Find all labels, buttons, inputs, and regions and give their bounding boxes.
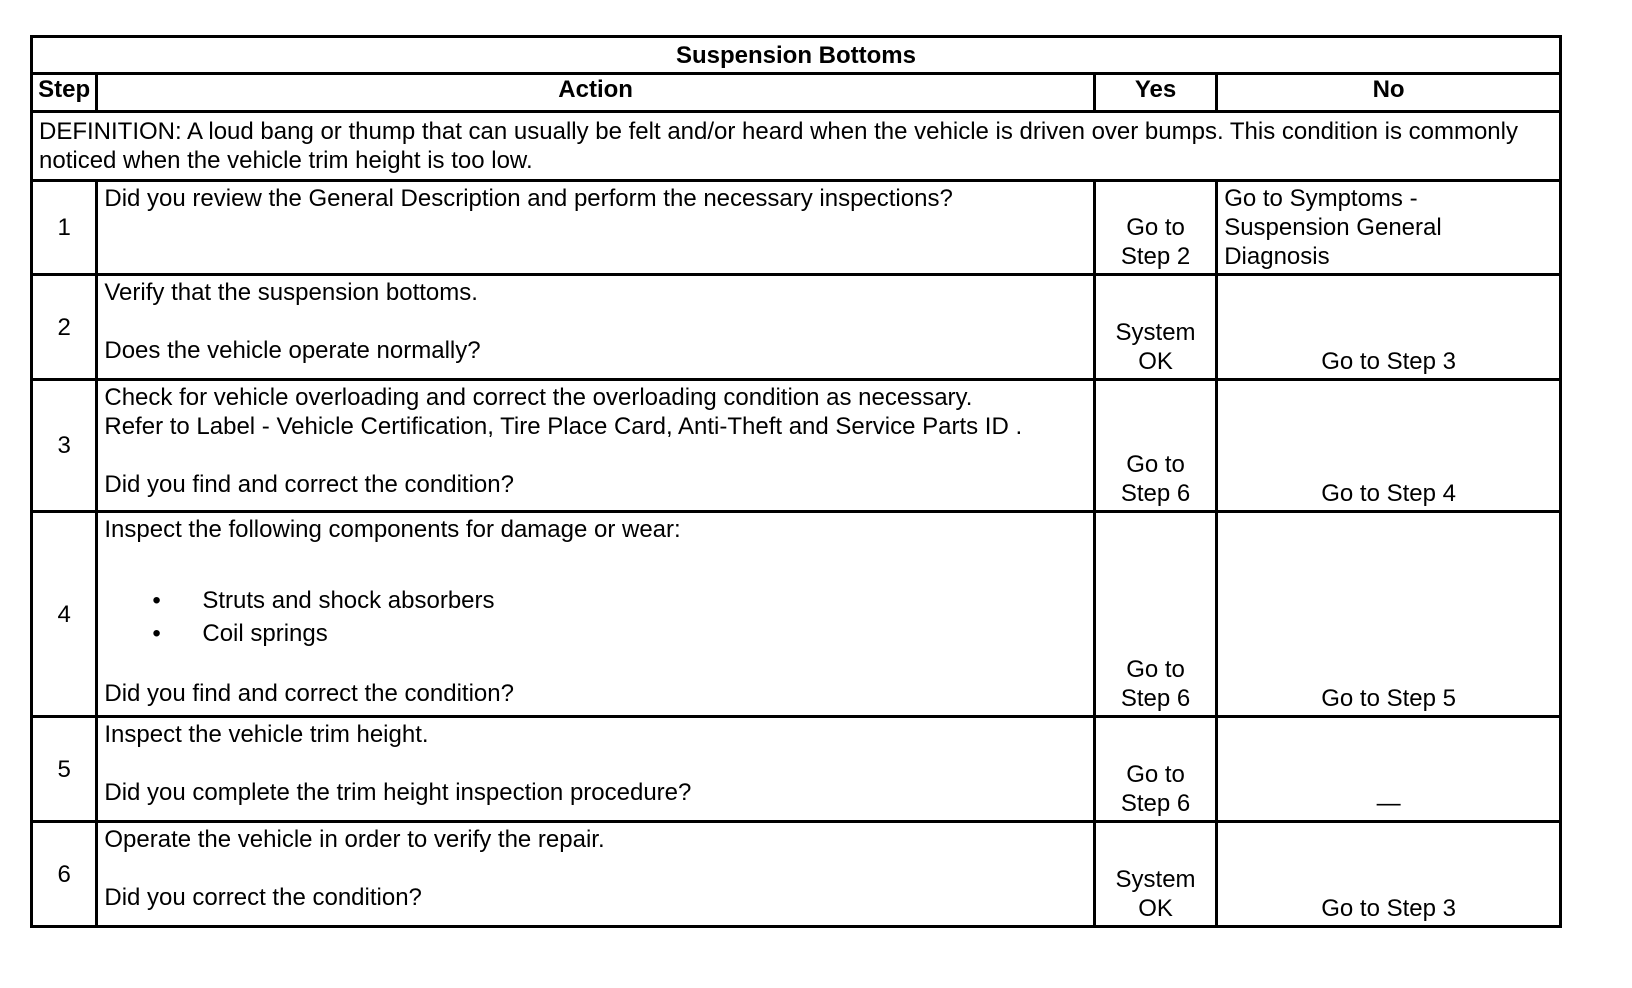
header-step: Step	[32, 74, 97, 112]
action-question: Did you find and correct the condition?	[104, 680, 514, 707]
list-item: • Coil springs	[104, 617, 1087, 650]
action-question: Did you find and correct the condition?	[104, 471, 514, 498]
yes-line: Go to	[1126, 656, 1185, 683]
yes-line: Go to	[1126, 451, 1185, 478]
step-number: 1	[32, 181, 97, 275]
no-cell	[1217, 717, 1561, 822]
header-yes: Yes	[1094, 74, 1216, 112]
yes-line: System	[1115, 319, 1196, 346]
component-list	[104, 584, 1087, 650]
spacer	[104, 854, 1087, 883]
title-row	[32, 37, 1561, 74]
action-instruction: Inspect the following components for damage or wear:	[104, 516, 681, 543]
table-title: Suspension Bottoms	[32, 37, 1561, 74]
definition-row	[32, 112, 1561, 181]
no-line: Diagnosis	[1224, 243, 1330, 270]
step-number: 2	[32, 275, 97, 380]
action-cell	[97, 380, 1095, 512]
table-row	[32, 822, 1561, 927]
no-line: Suspension General	[1224, 214, 1442, 241]
yes-cell	[1094, 380, 1216, 512]
table-row	[32, 512, 1561, 717]
yes-line: Go to	[1126, 214, 1185, 241]
no-line: Go to Symptoms -	[1224, 185, 1418, 212]
action-question: Does the vehicle operate normally?	[104, 337, 481, 364]
action-question: Did you complete the trim height inspection procedure?	[104, 779, 692, 806]
no-cell	[1217, 512, 1561, 717]
action-cell	[97, 512, 1095, 717]
no-cell	[1217, 275, 1561, 380]
no-line: —	[1376, 790, 1401, 817]
yes-cell	[1094, 512, 1216, 717]
header-no: No	[1217, 74, 1561, 112]
action-question: Did you correct the condition?	[104, 884, 422, 911]
action-cell	[97, 717, 1095, 822]
step-number: 4	[32, 512, 97, 717]
no-line: Go to Step 3	[1321, 348, 1456, 375]
yes-cell	[1094, 181, 1216, 275]
action-cell	[97, 275, 1095, 380]
list-item: • Struts and shock absorbers	[104, 584, 1087, 617]
action-instruction: Operate the vehicle in order to verify the repair.	[104, 826, 605, 853]
step-number: 6	[32, 822, 97, 927]
yes-cell	[1094, 717, 1216, 822]
yes-line: OK	[1138, 895, 1173, 922]
action-instruction: Check for vehicle overloading and correct the overloading condition as necessary.	[104, 384, 973, 411]
spacer	[104, 307, 1087, 336]
table-row	[32, 717, 1561, 822]
table-row	[32, 181, 1561, 275]
action-cell	[97, 181, 1095, 275]
no-cell	[1217, 181, 1561, 275]
no-line: Go to Step 3	[1321, 895, 1456, 922]
yes-line: Step 6	[1120, 480, 1191, 507]
spacer	[104, 749, 1087, 778]
spacer	[104, 650, 1087, 679]
definition-text: DEFINITION: A loud bang or thump that can usually be felt and/or heard when the vehicle is driven over bumps. This condition is commonly noticed when the vehicle trim height is too low.	[32, 112, 1561, 181]
no-line: Go to Step 5	[1321, 685, 1456, 712]
header-row	[32, 74, 1561, 112]
action-cell	[97, 822, 1095, 927]
header-action: Action	[97, 74, 1095, 112]
no-cell	[1217, 822, 1561, 927]
action-reference: Refer to Label - Vehicle Certification, Tire Place Card, Anti-Theft and Service Parts ID .	[104, 413, 1023, 440]
spacer	[104, 441, 1087, 470]
yes-cell	[1094, 275, 1216, 380]
action-instruction: Inspect the vehicle trim height.	[104, 721, 429, 748]
spacer	[104, 544, 1087, 584]
step-number: 5	[32, 717, 97, 822]
table-row	[32, 380, 1561, 512]
yes-line: Step 2	[1120, 243, 1191, 270]
yes-line: Step 6	[1120, 790, 1191, 817]
yes-line: OK	[1138, 348, 1173, 375]
action-question: Did you review the General Description and perform the necessary inspections?	[104, 185, 953, 212]
yes-line: Go to	[1126, 761, 1185, 788]
action-instruction: Verify that the suspension bottoms.	[104, 279, 478, 306]
table-row	[32, 275, 1561, 380]
diagnostic-table	[30, 35, 1562, 928]
step-number: 3	[32, 380, 97, 512]
yes-line: Step 6	[1120, 685, 1191, 712]
yes-cell	[1094, 822, 1216, 927]
no-line: Go to Step 4	[1321, 480, 1456, 507]
yes-line: System	[1115, 866, 1196, 893]
no-cell	[1217, 380, 1561, 512]
